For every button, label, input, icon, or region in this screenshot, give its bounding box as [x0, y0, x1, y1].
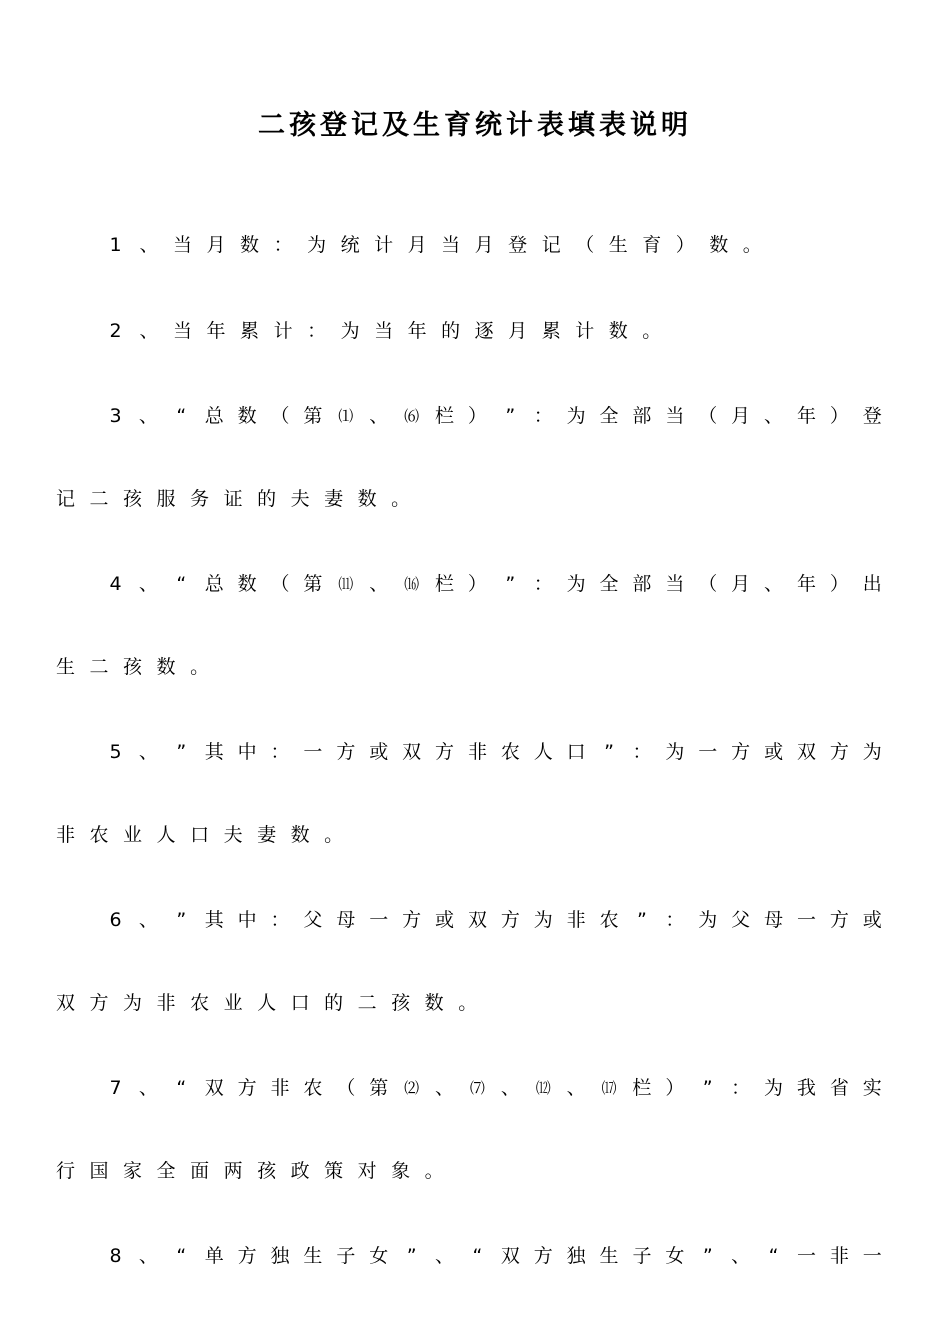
text-glyph: 子 [336, 1245, 356, 1267]
text-glyph: ” [604, 741, 614, 763]
text-glyph: 孩 [123, 488, 143, 510]
text-glyph: 为 [566, 573, 586, 595]
text-glyph: 数 [156, 656, 176, 678]
text-glyph: 其 [204, 909, 224, 931]
text-glyph: 单 [204, 1245, 224, 1267]
text-glyph: 一 [369, 909, 389, 931]
text-glyph: 业 [123, 824, 143, 846]
text-glyph: 当 [374, 320, 394, 342]
text-glyph: ⑴ [338, 407, 354, 425]
text-glyph: 两 [223, 1160, 243, 1182]
text-glyph: 双 [500, 1245, 520, 1267]
text-glyph: ⑿ [535, 1079, 551, 1097]
text-glyph: 方 [533, 1245, 553, 1267]
text-glyph: 年 [206, 320, 226, 342]
text-glyph: ） [829, 405, 849, 427]
text-glyph: 行 [56, 1160, 76, 1182]
text-glyph: 实 [862, 1077, 882, 1099]
text-glyph: 。 [324, 824, 344, 846]
text-glyph: 、 [435, 1077, 455, 1099]
text-glyph: 为 [698, 909, 718, 931]
text-glyph: 1 [109, 234, 122, 256]
text-glyph: “ [176, 1245, 187, 1267]
text-glyph: 为 [533, 909, 553, 931]
text-glyph: 人 [257, 992, 277, 1014]
text-glyph: “ [176, 405, 187, 427]
text-glyph: 母 [336, 909, 356, 931]
text-glyph: 数 [237, 573, 257, 595]
text-glyph: 独 [270, 1245, 290, 1267]
text-glyph: 面 [190, 1160, 210, 1182]
text-glyph: 月 [474, 234, 494, 256]
text-glyph: 一 [698, 741, 718, 763]
text-glyph: 双 [796, 741, 816, 763]
text-glyph: ： [632, 741, 652, 763]
text-glyph: 口 [190, 824, 210, 846]
text-glyph: ” [702, 1077, 713, 1099]
text-glyph: ” [702, 1245, 713, 1267]
text-glyph: 、 [764, 405, 784, 427]
text-glyph: ” [406, 1245, 417, 1267]
text-glyph: 月 [407, 234, 427, 256]
text-glyph: 农 [500, 741, 520, 763]
text-glyph: 、 [138, 1077, 158, 1099]
text-glyph: 为 [566, 405, 586, 427]
text-glyph: 孩 [391, 992, 411, 1014]
text-glyph: 、 [138, 573, 158, 595]
text-glyph: ” [505, 405, 516, 427]
text-glyph: 、 [139, 320, 159, 342]
text-glyph: 中 [237, 741, 257, 763]
text-glyph: 的 [324, 992, 344, 1014]
text-glyph: 记 [56, 488, 76, 510]
paragraph-line [56, 479, 882, 519]
text-glyph: 为 [307, 234, 327, 256]
text-glyph: 7 [109, 1077, 122, 1099]
text-glyph: 双 [467, 909, 487, 931]
text-glyph: 总 [204, 405, 224, 427]
text-glyph: 当 [173, 234, 193, 256]
text-glyph: 全 [599, 573, 619, 595]
text-glyph: 8 [109, 1245, 122, 1267]
paragraph-line [56, 815, 882, 855]
text-glyph: 方 [829, 741, 849, 763]
text-glyph: （ [698, 405, 718, 427]
text-glyph: 。 [424, 1160, 444, 1182]
text-glyph: 数 [237, 405, 257, 427]
text-glyph: 数 [424, 992, 444, 1014]
text-glyph: 。 [190, 656, 210, 678]
text-glyph: 生 [303, 1245, 323, 1267]
text-glyph: 方 [829, 909, 849, 931]
text-glyph: 、 [138, 405, 158, 427]
text-glyph: 我 [796, 1077, 816, 1099]
text-glyph: 人 [156, 824, 176, 846]
text-glyph: 当 [173, 320, 193, 342]
text-glyph: 方 [402, 909, 422, 931]
text-glyph: 父 [731, 909, 751, 931]
text-glyph: 、 [369, 573, 389, 595]
text-glyph: 其 [204, 741, 224, 763]
text-glyph: 当 [665, 573, 685, 595]
text-glyph: 母 [764, 909, 784, 931]
text-glyph: 女 [369, 1245, 389, 1267]
text-glyph: ⑵ [404, 1079, 420, 1097]
text-glyph: 数 [240, 234, 260, 256]
text-glyph: 方 [336, 741, 356, 763]
text-glyph: 部 [632, 405, 652, 427]
text-glyph: “ [176, 573, 187, 595]
text-glyph: ） [467, 573, 487, 595]
text-glyph: 数 [357, 488, 377, 510]
text-glyph: 计 [273, 320, 293, 342]
text-glyph: ” [505, 573, 516, 595]
text-glyph: 非 [270, 1077, 290, 1099]
text-glyph: 省 [829, 1077, 849, 1099]
text-glyph: 部 [632, 573, 652, 595]
text-glyph: “ [176, 1077, 187, 1099]
paragraph-line [56, 647, 882, 687]
paragraph-line [106, 564, 882, 604]
text-glyph: 累 [240, 320, 260, 342]
text-glyph: 数 [290, 824, 310, 846]
text-glyph: 为 [764, 1077, 784, 1099]
text-glyph: ） [467, 405, 487, 427]
paragraph-line [106, 900, 882, 940]
text-glyph: （ [270, 573, 290, 595]
text-glyph: 生 [599, 1245, 619, 1267]
text-glyph: 、 [369, 405, 389, 427]
text-glyph: 。 [391, 488, 411, 510]
text-glyph: 方 [500, 909, 520, 931]
text-glyph: 人 [533, 741, 553, 763]
text-glyph: 栏 [632, 1077, 652, 1099]
text-glyph: 务 [190, 488, 210, 510]
text-glyph: 非 [56, 824, 76, 846]
text-glyph: 、 [764, 573, 784, 595]
paragraph-line [106, 1068, 882, 1108]
text-glyph: 年 [796, 405, 816, 427]
text-glyph: 为 [340, 320, 360, 342]
text-glyph: 为 [123, 992, 143, 1014]
text-glyph: 子 [632, 1245, 652, 1267]
paragraph-line [106, 1236, 882, 1276]
text-glyph: 的 [257, 488, 277, 510]
text-glyph: 一 [303, 741, 323, 763]
text-glyph: 生 [608, 234, 628, 256]
text-glyph: 年 [407, 320, 427, 342]
text-glyph: 一 [796, 1245, 816, 1267]
text-glyph: 2 [109, 320, 122, 342]
text-glyph: ： [533, 405, 553, 427]
text-glyph: 3 [109, 405, 122, 427]
text-glyph: ⒃ [404, 575, 420, 593]
text-glyph: 一 [862, 1245, 882, 1267]
paragraph-line [106, 225, 882, 265]
text-glyph: 记 [541, 234, 561, 256]
text-glyph: 非 [467, 741, 487, 763]
text-glyph: 、 [731, 1245, 751, 1267]
text-glyph: 方 [237, 1077, 257, 1099]
text-glyph: 家 [123, 1160, 143, 1182]
text-glyph: 策 [324, 1160, 344, 1182]
paragraph-line [106, 732, 882, 772]
text-glyph: ” [176, 909, 187, 931]
text-glyph: 、 [138, 741, 158, 763]
text-glyph: ⑾ [338, 575, 354, 593]
text-glyph: 数 [709, 234, 729, 256]
text-glyph: 年 [796, 573, 816, 595]
text-glyph: 统 [340, 234, 360, 256]
text-glyph: 夫 [223, 824, 243, 846]
text-glyph: 证 [223, 488, 243, 510]
text-glyph: 方 [237, 1245, 257, 1267]
text-glyph: （ [575, 234, 595, 256]
text-glyph: “ [768, 1245, 779, 1267]
text-glyph: ⒄ [601, 1079, 617, 1097]
paragraph-line [106, 311, 882, 351]
text-glyph: 累 [541, 320, 561, 342]
text-glyph: 非 [829, 1245, 849, 1267]
text-glyph: 为 [862, 741, 882, 763]
text-glyph: ： [270, 741, 290, 763]
text-glyph: 口 [290, 992, 310, 1014]
text-glyph: ： [273, 234, 293, 256]
text-glyph: 当 [665, 405, 685, 427]
text-glyph: 独 [566, 1245, 586, 1267]
text-glyph: 父 [303, 909, 323, 931]
text-glyph: 妻 [324, 488, 344, 510]
text-glyph: ： [731, 1077, 751, 1099]
text-glyph: 的 [441, 320, 461, 342]
text-glyph: （ [336, 1077, 356, 1099]
text-glyph: 夫 [290, 488, 310, 510]
text-glyph: 孩 [123, 656, 143, 678]
text-glyph: 全 [156, 1160, 176, 1182]
text-glyph: 非 [566, 909, 586, 931]
text-glyph: （ [270, 405, 290, 427]
text-glyph: 或 [435, 909, 455, 931]
text-glyph: 第 [303, 405, 323, 427]
text-glyph: “ [472, 1245, 483, 1267]
text-glyph: 出 [862, 573, 882, 595]
text-glyph: （ [698, 573, 718, 595]
document-title: 二孩登记及生育统计表填表说明 [258, 110, 692, 141]
text-glyph: 月 [731, 405, 751, 427]
text-glyph: 妻 [257, 824, 277, 846]
text-glyph: 女 [665, 1245, 685, 1267]
paragraph-line [106, 396, 882, 436]
text-glyph: 业 [223, 992, 243, 1014]
text-glyph: 二 [89, 488, 109, 510]
text-glyph: 为 [665, 741, 685, 763]
text-glyph: 农 [190, 992, 210, 1014]
text-glyph: 逐 [474, 320, 494, 342]
text-glyph: 农 [89, 824, 109, 846]
paragraph-line [56, 983, 882, 1023]
text-glyph: 方 [435, 741, 455, 763]
text-glyph: 6 [109, 909, 122, 931]
text-glyph: ： [270, 909, 290, 931]
text-glyph: 、 [500, 1077, 520, 1099]
text-glyph: 口 [566, 741, 586, 763]
text-glyph: 月 [731, 573, 751, 595]
text-glyph: 双 [402, 741, 422, 763]
text-glyph: 中 [237, 909, 257, 931]
text-glyph: 或 [764, 741, 784, 763]
text-glyph: ） [829, 573, 849, 595]
text-glyph: 计 [374, 234, 394, 256]
text-glyph: 。 [458, 992, 478, 1014]
text-glyph: 象 [391, 1160, 411, 1182]
text-glyph: 当 [441, 234, 461, 256]
text-glyph: 、 [138, 1245, 158, 1267]
text-glyph: 政 [290, 1160, 310, 1182]
text-glyph: 或 [862, 909, 882, 931]
text-glyph: 二 [357, 992, 377, 1014]
text-glyph: 数 [608, 320, 628, 342]
text-glyph: 非 [156, 992, 176, 1014]
text-glyph: 、 [566, 1077, 586, 1099]
text-glyph: 国 [89, 1160, 109, 1182]
text-glyph: 4 [109, 573, 122, 595]
text-glyph: 孩 [257, 1160, 277, 1182]
text-glyph: 生 [56, 656, 76, 678]
text-glyph: ： [533, 573, 553, 595]
text-glyph: 、 [435, 1245, 455, 1267]
text-glyph: ” [176, 741, 187, 763]
text-glyph: ： [665, 909, 685, 931]
text-glyph: 第 [369, 1077, 389, 1099]
text-glyph: 全 [599, 405, 619, 427]
text-glyph: 方 [731, 741, 751, 763]
text-glyph: 二 [89, 656, 109, 678]
text-glyph: 对 [357, 1160, 377, 1182]
text-glyph: 登 [862, 405, 882, 427]
text-glyph: 一 [796, 909, 816, 931]
text-glyph: ” [637, 909, 647, 931]
text-glyph: 农 [599, 909, 619, 931]
text-glyph: 。 [742, 234, 762, 256]
text-glyph: 、 [139, 234, 159, 256]
text-glyph: 。 [642, 320, 662, 342]
text-glyph: ） [665, 1077, 685, 1099]
text-glyph: 双 [56, 992, 76, 1014]
paragraph-line [56, 1151, 882, 1191]
text-glyph: ⑺ [469, 1079, 485, 1097]
text-glyph: ） [675, 234, 695, 256]
text-glyph: 月 [508, 320, 528, 342]
text-glyph: 农 [303, 1077, 323, 1099]
text-glyph: 总 [204, 573, 224, 595]
text-glyph: 双 [204, 1077, 224, 1099]
text-glyph: 登 [508, 234, 528, 256]
text-glyph: 、 [138, 909, 158, 931]
text-glyph: ： [307, 320, 327, 342]
text-glyph: 5 [109, 741, 122, 763]
text-glyph: 方 [89, 992, 109, 1014]
text-glyph: 或 [369, 741, 389, 763]
text-glyph: 栏 [435, 405, 455, 427]
text-glyph: 栏 [435, 573, 455, 595]
text-glyph: 育 [642, 234, 662, 256]
text-glyph: 月 [206, 234, 226, 256]
text-glyph: 第 [303, 573, 323, 595]
text-glyph: ⑹ [404, 407, 420, 425]
text-glyph: 计 [575, 320, 595, 342]
text-glyph: 服 [156, 488, 176, 510]
